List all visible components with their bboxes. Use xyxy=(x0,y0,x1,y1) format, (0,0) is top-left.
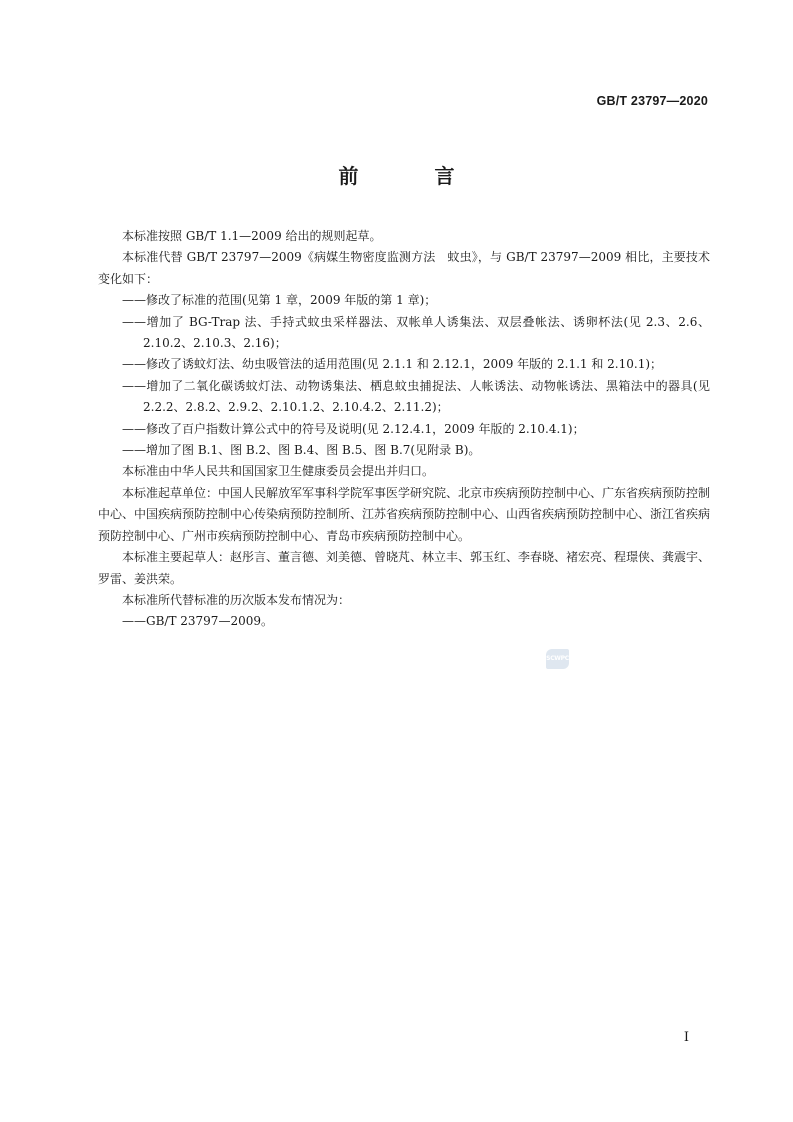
change-item: ——修改了诱蚊灯法、幼虫吸管法的适用范围(见 2.1.1 和 2.12.1，2009 年版的 2.1.1 和 2.10.1)； xyxy=(122,357,663,372)
page-number: I xyxy=(683,1030,689,1045)
page-title: 前 言 xyxy=(338,164,483,188)
paragraph-drafting-units: 本标准起草单位：中国人民解放军军事科学院军事医学研究院、北京市疾病预防控制中心、广东省疾病预防控制中心、中国疾病预防控制中心传染病预防控制所、江苏省疾病预防控制中心、山西省疾病预防控制中心、浙江省疾病预防控制中心、广州市疾病预防控制中心、青岛市疾病预防控制中心。 xyxy=(98,485,711,543)
change-item: ——增加了二氧化碳诱蚊灯法、动物诱集法、栖息蚊虫捕捉法、人帐诱法、动物帐诱法、黑箱法中的器具(见 2.2.2、2.8.2、2.9.2、2.10.1.2、2.10.4.2、2.11.2)； xyxy=(122,378,710,415)
paragraph-proposer: 本标准由中华人民共和国国家卫生健康委员会提出并归口。 xyxy=(122,464,435,479)
change-item: ——增加了 BG-Trap 法、手持式蚊虫采样器法、双帐单人诱集法、双层叠帐法、诱卵杯法(见 2.3、2.6、2.10.2、2.10.3、2.16)； xyxy=(122,314,710,351)
paragraph-drafters: 本标准主要起草人：赵彤言、董言德、刘美德、曾晓芃、林立丰、郭玉红、李春晓、褚宏亮、程璟侠、龚震宇、罗雷、姜洪荣。 xyxy=(98,550,711,586)
paragraph-history-intro: 本标准所代替标准的历次版本发布情况为： xyxy=(122,592,351,607)
document-body xyxy=(98,226,710,633)
change-item: ——修改了标准的范围(见第 1 章，2009 年版的第 1 章)； xyxy=(122,293,437,308)
change-item: ——修改了百户指数计算公式中的符号及说明(见 2.12.4.1，2009 年版的 2.10.4.1)； xyxy=(122,421,585,436)
change-item: ——增加了图 B.1、图 B.2、图 B.4、图 B.5、图 B.7(见附录 B)。 xyxy=(122,443,481,458)
watermark-logo: SCWPC xyxy=(546,649,569,669)
history-item: ——GB/T 23797—2009。 xyxy=(122,614,273,629)
paragraph-drafting-rule: 本标准按照 GB/T 1.1—2009 给出的规则起草。 xyxy=(122,229,382,243)
paragraph-replacement: 本标准代替 GB/T 23797—2009《病媒生物密度监测方法 蚊虫》，与 GB/T 23797—2009 相比，主要技术变化如下： xyxy=(98,250,710,286)
standard-number: GB/T 23797—2020 xyxy=(596,94,708,108)
